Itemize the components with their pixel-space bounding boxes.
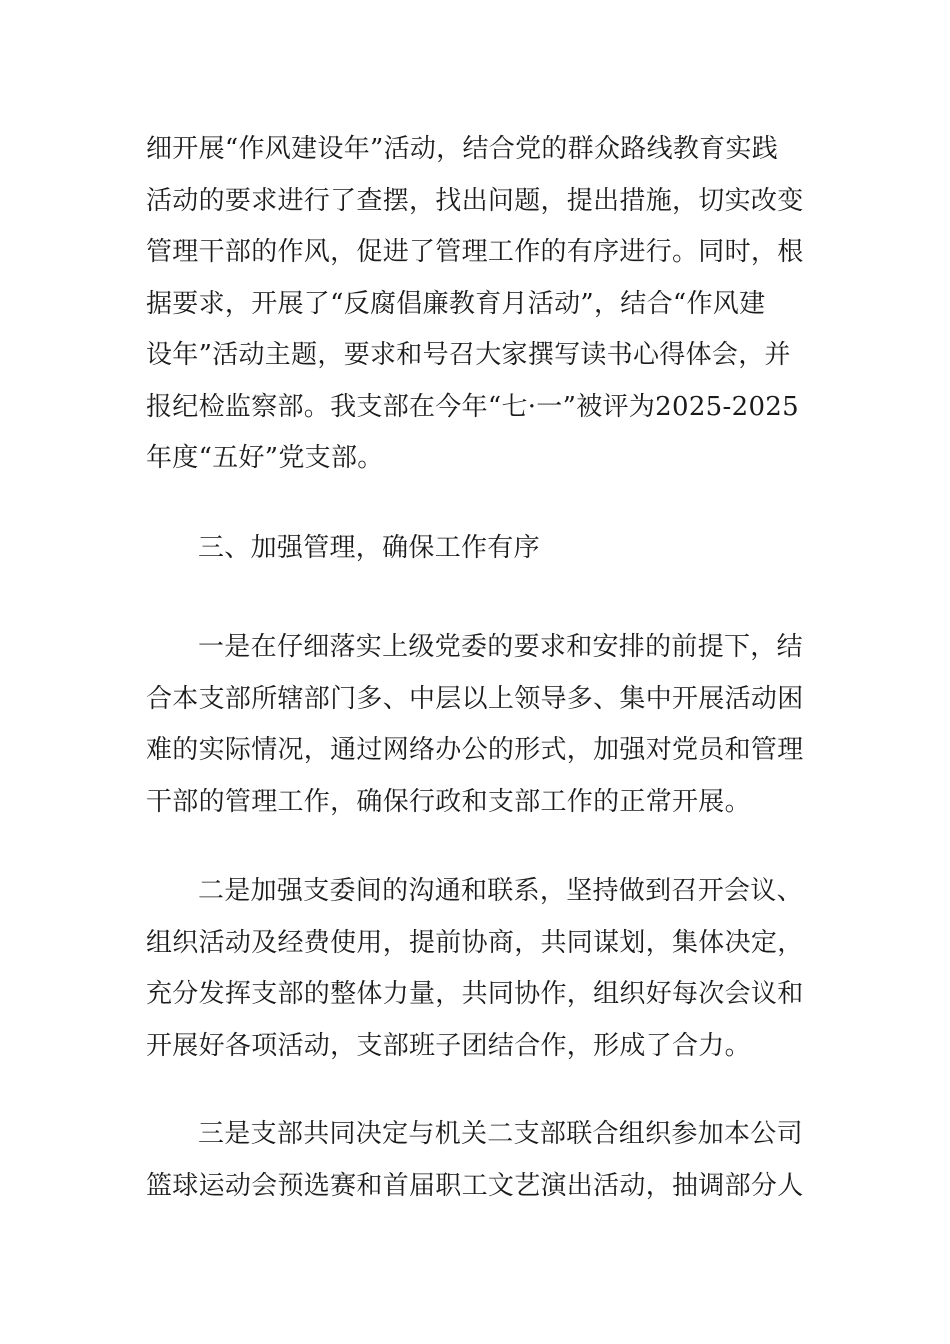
paragraph-party-style-activities [146, 124, 816, 485]
text-line: 设年”活动主题，要求和号召大家撰写读书心得体会，并 [146, 340, 791, 370]
text-line: 充分发挥支部的整体力量，共同协作，组织好每次会议和 [146, 979, 804, 1009]
text-line: 报纪检监察部。我支部在今年“七·一”被评为2025-2025 [146, 391, 799, 422]
text-line: 管理干部的作风，促进了管理工作的有序进行。同时，根 [146, 237, 804, 267]
text-line: 合本支部所辖部门多、中层以上领导多、集中开展活动困 [146, 683, 804, 714]
text-line: 据要求，开展了“反腐倡廉教育月活动”，结合“作风建 [146, 288, 766, 319]
text-line: 活动的要求进行了查摆，找出问题，提出措施，切实改变 [146, 185, 804, 216]
text-line: 年度“五好”党支部。 [146, 443, 384, 473]
text-line: 三是支部共同决定与机关二支部联合组织参加本公司 [198, 1119, 803, 1149]
paragraph-point-one [146, 622, 816, 828]
text-line: 一是在仔细落实上级党委的要求和安排的前提下，结 [198, 632, 803, 662]
text-line: 难的实际情况，通过网络办公的形式，加强对党员和管理 [146, 735, 804, 765]
text-line: 细开展“作风建设年”活动，结合党的群众路线教育实践 [146, 134, 779, 164]
paragraph-point-three [146, 1109, 816, 1212]
text-line: 组织活动及经费使用，提前协商，共同谋划，集体决定， [146, 927, 804, 958]
text-line: 二是加强支委间的沟通和联系，坚持做到召开会议、 [198, 876, 803, 906]
section-heading-text: 三、加强管理，确保工作有序 [198, 533, 540, 563]
paragraph-point-two [146, 866, 816, 1072]
section-heading [146, 523, 816, 575]
text-line: 篮球运动会预选赛和首届职工文艺演出活动，抽调部分人 [146, 1170, 804, 1201]
text-line: 干部的管理工作，确保行政和支部工作的正常开展。 [146, 786, 751, 817]
text-line: 开展好各项活动，支部班子团结合作，形成了合力。 [146, 1030, 751, 1061]
